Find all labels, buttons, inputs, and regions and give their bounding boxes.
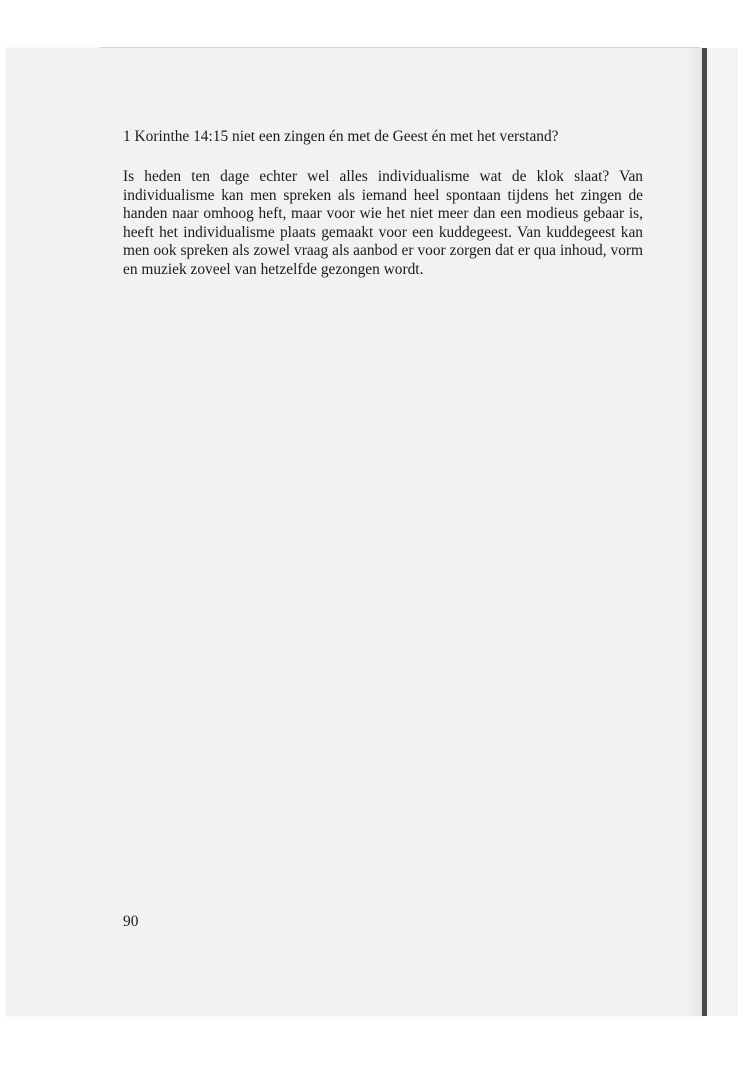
next-page-margin — [707, 48, 738, 1016]
page-number: 90 — [123, 913, 139, 930]
page-edge-shadow — [684, 48, 702, 1016]
body-paragraph: Is heden ten dage echter wel alles individualisme wat de klok slaat? Van individualisme kan men spreken als iemand heel spontaan tijdens het zingen de handen naar omhoog heft, maar voor wie het niet meer dan een modieus gebaar is, heeft het individualisme plaats gemaakt voor een kuddegeest. Van kuddegeest kan men ook spreken als zowel vraag als aanbod er voor zorgen dat er qua inhoud, vorm en muziek zoveel van hetzelfde gezongen wordt. — [123, 168, 643, 278]
verse-reference-line: 1 Korinthe 14:15 niet een zingen én met de Geest én met het verstand? — [123, 128, 559, 145]
